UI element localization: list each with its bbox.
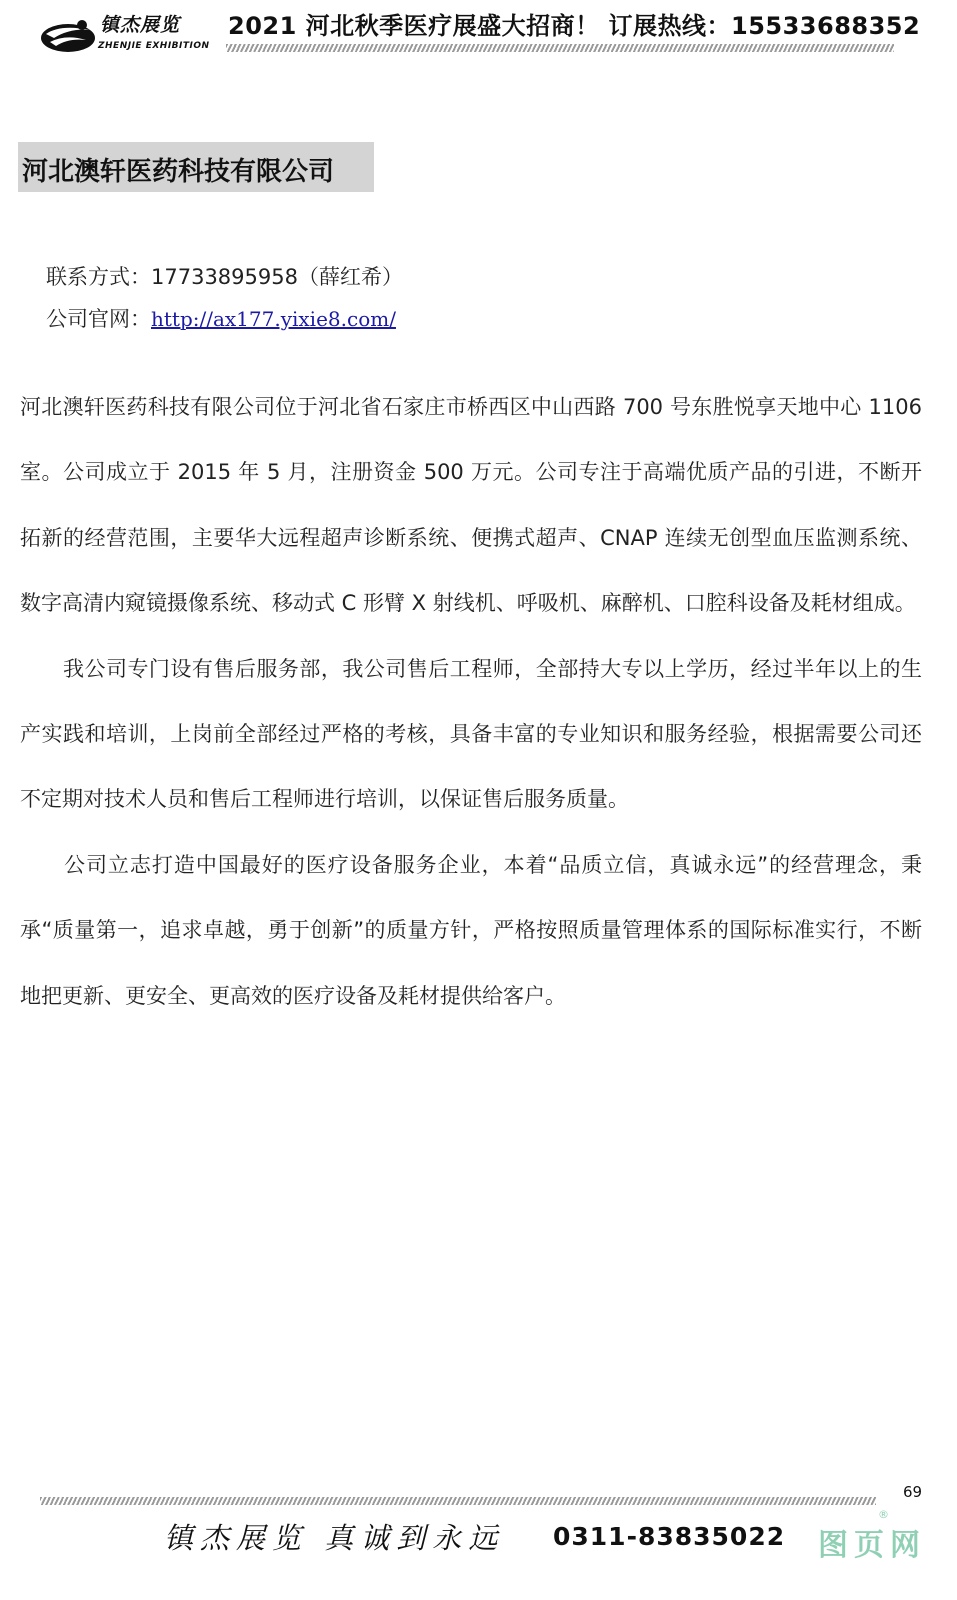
logo-english-text: ZHENJIE EXHIBITION [98,41,210,51]
contact-phone-line [46,256,403,298]
header-divider [226,44,894,52]
paragraph-mission: 公司立志打造中国最好的医疗设备服务企业，本着“品质立信，真诚永远”的经营理念，秉承“质量第一，追求卓越，勇于创新”的质量方针，严格按照质量管理体系的国际标准实行，不断地把更新、更安全、更高效的医疗设备及耗材提供给客户。 [20,852,922,1008]
website-link[interactable]: http://ax177.yixie8.com/ [151,307,396,331]
logo-chinese-text: 镇杰展览 [100,14,181,36]
watermark-registered-icon: ® [878,1508,889,1521]
footer-phone: 0311-83835022 [553,1522,786,1551]
paragraph-intro: 河北澳轩医药科技有限公司位于河北省石家庄市桥西区中山西路 700 号东胜悦享天地中心 1106 室。公司成立于 2015 年 5 月，注册资金 500 万元。公司专注于高端优质产品的引进，不断开拓新的经营范围，主要华大远程超声诊断系统、便携式超声、CNAP 连续无创型血压监测系统、数字高清内窥镜摄像系统、移动式 C 形臂 X 射线机、呼吸机、麻醉机、口腔科设备及耗材组成。 [20,395,922,616]
contact-website-line [46,298,403,340]
watermark-text: 图页网 [818,1528,926,1563]
footer-divider [40,1497,876,1505]
paragraph-after-sales: 我公司专门设有售后服务部，我公司售后工程师，全部持大专以上学历，经过半年以上的生产实践和培训，上岗前全部经过严格的考核，具备丰富的专业知识和服务经验，根据需要公司还不定期对技术人员和售后工程师进行培训，以保证售后服务质量。 [20,656,922,812]
footer-motto: 镇杰展览 真诚到永远 [164,1521,505,1555]
contact-block [46,256,403,340]
company-title: 河北澳轩医药科技有限公司 [22,157,335,187]
contact-phone-value: 17733895958（薛红希） [151,265,403,289]
contact-phone-label: 联系方式： [46,265,151,289]
company-description [20,375,922,1029]
zhenjie-logo [40,8,210,60]
page-number: 69 [903,1483,923,1501]
company-title-banner [18,142,374,192]
header-slogan: 2021 河北秋季医疗展盛大招商！ 订展热线：15533688352 [228,12,921,40]
logo-mark-icon [40,16,98,54]
page-header [0,0,957,70]
contact-website-label: 公司官网： [46,307,151,331]
